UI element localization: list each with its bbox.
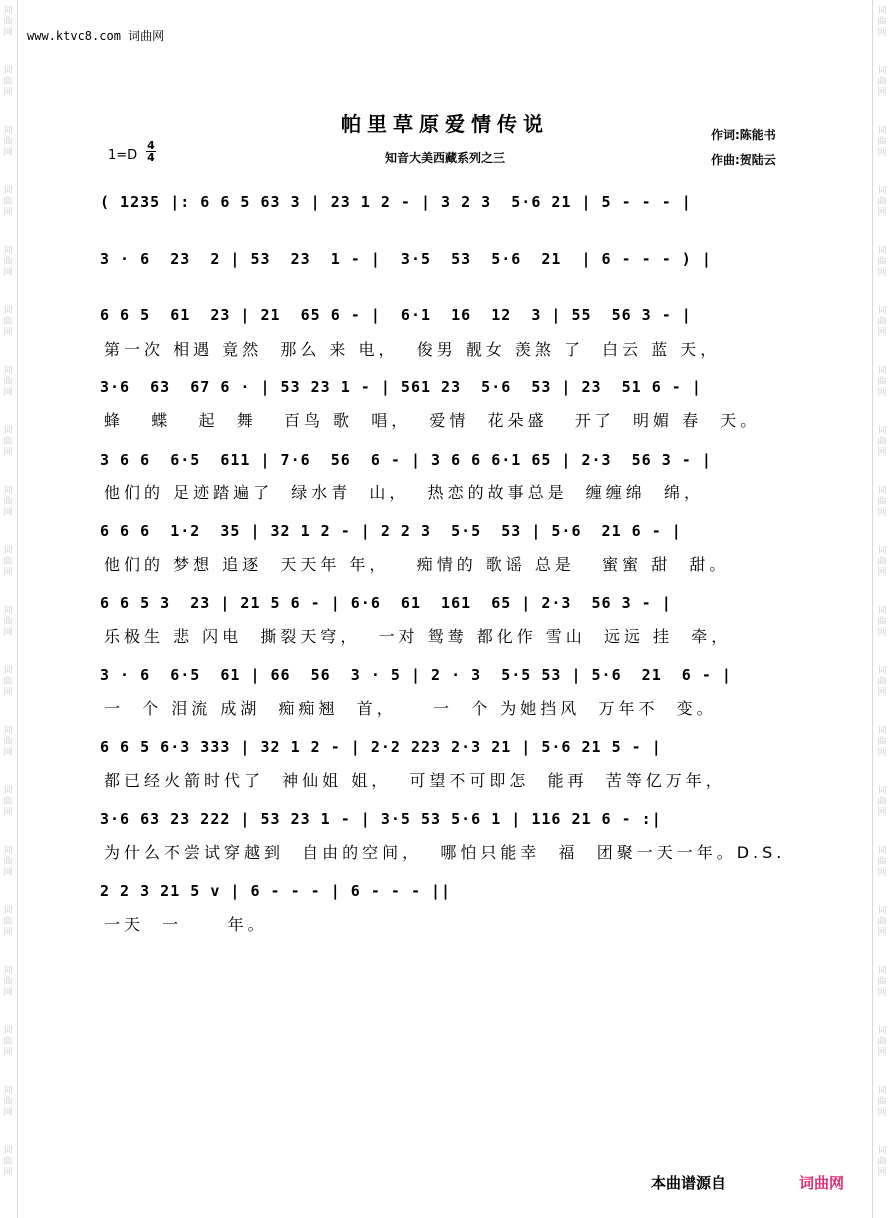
- source-label: 本曲谱源自: [651, 1174, 727, 1192]
- right-watermark-column: [874, 0, 890, 1218]
- lyric-line: 他们的 梦想 追逐 天天年 年， 痴情的 歌谣 总是 蜜蜜 甜 甜。: [104, 555, 730, 574]
- left-watermark-column: [0, 0, 16, 1218]
- lyric-line: 第一次 相遇 竟然 那么 来 电， 俊男 靓女 羡煞 了 白云 蓝 天，: [104, 340, 721, 359]
- watermark-mark: 词曲网: [877, 66, 887, 98]
- lyric-line: 他们的 足迹踏遍了 绿水青 山， 热恋的故事总是 缠缠绵 绵，: [104, 483, 704, 502]
- watermark-mark: 词曲网: [877, 426, 887, 458]
- key-signature: 1=D: [108, 148, 138, 163]
- watermark-mark: 词曲网: [3, 186, 13, 218]
- source-brand-link[interactable]: 词曲网: [799, 1174, 845, 1192]
- lyric-line: 一天 一 年。: [104, 915, 268, 934]
- score-line: 3·6 63 23 222 | 53 23 1 - | 3·5 53 5·6 1 | 116 21 6 - :|: [100, 810, 662, 828]
- time-signature: [144, 140, 158, 163]
- score-line: 2 2 3 21 5 v | 6 - - - | 6 - - - ||: [100, 882, 452, 900]
- watermark-mark: 词曲网: [877, 1146, 887, 1178]
- score-line: 6 6 5 3 23 | 21 5 6 - | 6·6 61 161 65 | 2·3 56 3 - |: [100, 594, 672, 612]
- watermark-mark: 词曲网: [877, 246, 887, 278]
- watermark-mark: 词曲网: [877, 846, 887, 878]
- song-title: 帕里草原爱情传说: [341, 112, 549, 136]
- watermark-mark: 词曲网: [3, 966, 13, 998]
- time-numerator: 4: [147, 139, 155, 152]
- watermark-mark: 词曲网: [3, 1086, 13, 1118]
- watermark-mark: 词曲网: [3, 66, 13, 98]
- lyric-line: 蜂 蝶 起 舞 百鸟 歌 唱， 爱情 花朵盛 开了 明媚 春 天。: [104, 411, 761, 430]
- time-denominator: 4: [147, 151, 155, 164]
- watermark-mark: 词曲网: [877, 6, 887, 38]
- score-line: 3 · 6 6·5 61 | 66 56 3 · 5 | 2 · 3 5·5 53 | 5·6 21 6 - |: [100, 666, 732, 684]
- watermark-mark: 词曲网: [877, 306, 887, 338]
- watermark-mark: 词曲网: [3, 846, 13, 878]
- watermark-mark: 词曲网: [3, 1146, 13, 1178]
- watermark-mark: 词曲网: [877, 366, 887, 398]
- site-url-label: www.ktvc8.com 词曲网: [27, 29, 165, 43]
- lyric-line: 乐极生 悲 闪电 撕裂天穹， 一对 鸳鸯 都化作 雪山 远远 挂 牵，: [104, 627, 732, 646]
- score-line: 3·6 63 67 6 · | 53 23 1 - | 561 23 5·6 53 | 23 51 6 - |: [100, 378, 702, 396]
- watermark-mark: 词曲网: [3, 486, 13, 518]
- watermark-mark: 词曲网: [877, 486, 887, 518]
- watermark-mark: 词曲网: [877, 1086, 887, 1118]
- watermark-mark: 词曲网: [3, 246, 13, 278]
- watermark-mark: 词曲网: [877, 1026, 887, 1058]
- watermark-mark: 词曲网: [877, 906, 887, 938]
- watermark-mark: 词曲网: [877, 666, 887, 698]
- watermark-mark: 词曲网: [3, 546, 13, 578]
- right-margin-line: [872, 0, 873, 1218]
- watermark-mark: 词曲网: [877, 546, 887, 578]
- score-line: 3 · 6 23 2 | 53 23 1 - | 3·5 53 5·6 21 | 6 - - - ) |: [100, 250, 712, 268]
- lyric-line: 为什么不尝试穿越到 自由的空间， 哪怕只能幸 福 团聚一天一年。D.S.: [104, 843, 786, 862]
- watermark-mark: 词曲网: [877, 966, 887, 998]
- watermark-mark: 词曲网: [3, 6, 13, 38]
- score-line: 6 6 6 1·2 35 | 32 1 2 - | 2 2 3 5·5 53 | 5·6 21 6 - |: [100, 522, 682, 540]
- left-margin-line: [17, 0, 18, 1218]
- lyricist-credit: 作词:陈能书: [711, 128, 776, 142]
- watermark-mark: 词曲网: [877, 126, 887, 158]
- watermark-mark: 词曲网: [3, 126, 13, 158]
- watermark-mark: 词曲网: [3, 306, 13, 338]
- lyric-line: 都已经火箭时代了 神仙姐 姐， 可望不可即怎 能再 苦等亿万年，: [104, 771, 726, 790]
- watermark-mark: 词曲网: [877, 606, 887, 638]
- watermark-mark: 词曲网: [3, 426, 13, 458]
- lyric-line: 一 个 泪流 成湖 痴痴翘 首， 一 个 为她挡风 万年不 变。: [104, 699, 717, 718]
- score-line: 6 6 5 61 23 | 21 65 6 - | 6·1 16 12 3 | 55 56 3 - |: [100, 306, 692, 324]
- watermark-mark: 词曲网: [877, 186, 887, 218]
- watermark-mark: 词曲网: [877, 726, 887, 758]
- watermark-mark: 词曲网: [3, 906, 13, 938]
- watermark-mark: 词曲网: [3, 366, 13, 398]
- watermark-mark: 词曲网: [877, 786, 887, 818]
- score-line: 6 6 5 6·3 333 | 32 1 2 - | 2·2 223 2·3 21 | 5·6 21 5 - |: [100, 738, 662, 756]
- watermark-mark: 词曲网: [3, 666, 13, 698]
- series-subtitle: 知音大美西藏系列之三: [384, 151, 505, 165]
- watermark-mark: 词曲网: [3, 1026, 13, 1058]
- score-line: 3 6 6 6·5 611 | 7·6 56 6 - | 3 6 6 6·1 65 | 2·3 56 3 - |: [100, 451, 712, 469]
- watermark-mark: 词曲网: [3, 786, 13, 818]
- score-line: ( 1235 |: 6 6 5 63 3 | 23 1 2 - | 3 2 3 5·6 21 | 5 - - - |: [100, 193, 692, 211]
- composer-credit: 作曲:贺陆云: [711, 153, 776, 167]
- watermark-mark: 词曲网: [3, 726, 13, 758]
- watermark-mark: 词曲网: [3, 606, 13, 638]
